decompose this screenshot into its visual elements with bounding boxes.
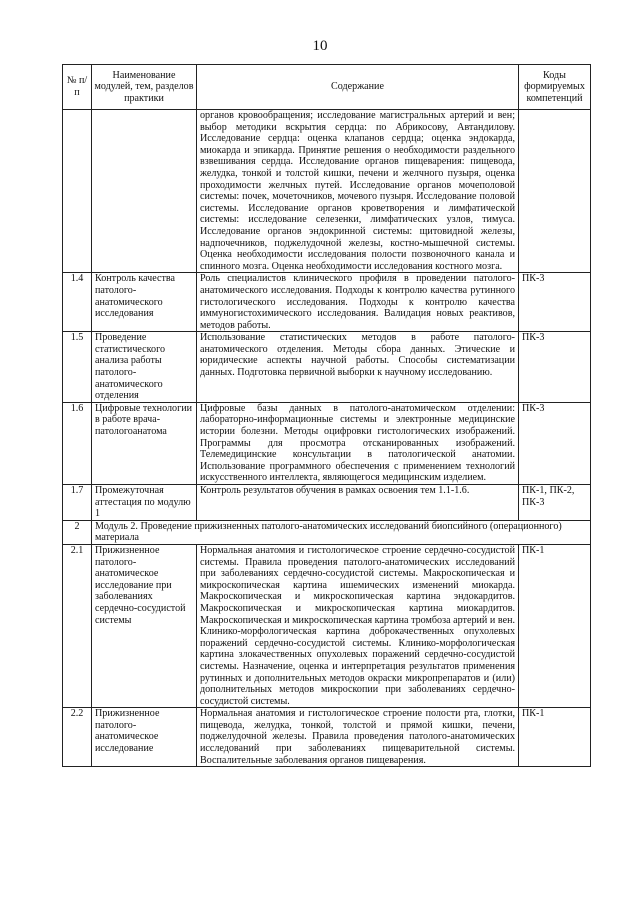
row-num: 1.6 [63, 402, 92, 484]
table-row [63, 544, 591, 707]
module-header-row [63, 520, 591, 544]
header-codes: Коды формируемых компетенций [519, 65, 591, 110]
row-codes: ПК-3 [519, 402, 591, 484]
row-codes: ПК-1 [519, 544, 591, 707]
page-number: 10 [312, 38, 328, 54]
table-row [63, 402, 591, 484]
header-name: Наименование модулей, тем, разделов практики [92, 65, 197, 110]
row-num [63, 110, 92, 273]
table-row [63, 332, 591, 403]
row-name: Контроль качества патолого-анатомического исследования [92, 273, 197, 332]
row-name [92, 110, 197, 273]
row-name: Проведение статистического анализа работы патолого-анатомического отделения [92, 332, 197, 403]
row-content: Контроль результатов обучения в рамках освоения тем 1.1-1.6. [197, 485, 519, 521]
module-num: 2 [63, 520, 92, 544]
row-codes: ПК-1 [519, 708, 591, 767]
row-name: Прижизненное патолого-анатомическое исследование при заболеваниях сердечно-сосудистой системы [92, 544, 197, 707]
row-num: 1.7 [63, 485, 92, 521]
table-header-row [63, 65, 591, 110]
row-num: 2.1 [63, 544, 92, 707]
row-num: 2.2 [63, 708, 92, 767]
row-content: органов кровообращения; исследование магистральных артерий и вен; выбор методики вскрытия сердца: по Абрикосову, Автандилову. Исследование сердца: оценка клапанов сердца; оценка эндокарда, миокарда и эпикарда. Принятие решения о необходимости раздельного взвешивания сердца. Исследование органов пищеварения: пищевода, желудка, тонкой и толстой кишки, печени и желчного пузыря, оценка проходимости желчных путей. Исследование органов мочеполовой системы: почек, мочеточников, мочевого пузыря. Исследование половой системы. Исследование органов кроветворения и лимфатической системы: исследование селезенки, лимфатических узлов, тимуса. Исследование органов эндокринной системы: щитовидной железы, надпочечников, поджелудочной железы, костно-мышечной системы. Оценка необходимости исследования полости позвоночного канала и спинного мозга. Оценка необходимости исследования костного мозга. [197, 110, 519, 273]
row-content: Использование статистических методов в работе патолого-анатомического отделения. Методы сбора данных. Этические и юридические аспекты научной работы. Способы систематизации данных. Подготовка первичной выборки к научному исследованию. [197, 332, 519, 403]
row-content: Нормальная анатомия и гистологическое строение сердечно-сосудистой системы. Правила проведения патолого-анатомических исследований при заболеваниях сердечно-сосудистой системы. Макроскопическая и микроскопическая картина ишемических изменений миокарда. Макроскопическая и микроскопическая картина эндокардитов. Макроскопическая и микроскопическая картина миокардитов. Макроскопическая и микроскопическая картина тромбоза артерий и вен. Клинико-морфологическая картина доброкачественных опухолевых поражений сердечно-сосудистой системы. Клинико-морфологическая картина злокачественных опухолевых поражений сердечно-сосудистой системы. Назначение, оценка и интерпретация результатов применения рутинных и дополнительных методов окраски микропрепаратов и (или) дополнительных методов микроскопии при заболеваниях сердечно-сосудистой системы. [197, 544, 519, 707]
row-name: Цифровые технологии в работе врача-патологоанатома [92, 402, 197, 484]
row-content: Роль специалистов клинического профиля в проведении патолого-анатомического исследования. Подходы к контролю качества рутинного гистологического исследования. Подходы к контролю качества иммуногистохимического исследования. Валидация новых реактивов, методов работы. [197, 273, 519, 332]
row-codes: ПК-3 [519, 332, 591, 403]
row-content: Нормальная анатомия и гистологическое строение полости рта, глотки, пищевода, желудка, тонкой, толстой и прямой кишки, печени, поджелудочной железы. Правила проведения патолого-анатомических исследований при заболеваниях пищеварительной системы. Воспалительные заболевания органов пищеварения. [197, 708, 519, 767]
row-content: Цифровые базы данных в патолого-анатомическом отделении: лабораторно-информационные системы и электронные медицинские истории болезни. Методы оцифровки гистологических изображений. Программы для просмотра отсканированных изображений. Телемедицинские консультации в патологической анатомии. Использование программного обеспечения с применением технологий искусственного интеллекта, являющегося медицинским изделием. [197, 402, 519, 484]
module-title: Модуль 2. Проведение прижизненных патолого-анатомических исследований биопсийного (операционного) материала [92, 520, 591, 544]
table-row [63, 273, 591, 332]
row-codes [519, 110, 591, 273]
row-codes: ПК-1, ПК-2, ПК-3 [519, 485, 591, 521]
table-row [63, 110, 591, 273]
row-name: Прижизненное патолого-анатомическое исследование [92, 708, 197, 767]
row-num: 1.4 [63, 273, 92, 332]
row-name: Промежуточная аттестация по модулю 1 [92, 485, 197, 521]
header-num: № п/п [63, 65, 92, 110]
row-num: 1.5 [63, 332, 92, 403]
curriculum-table [62, 64, 591, 767]
row-codes: ПК-3 [519, 273, 591, 332]
table-row [63, 485, 591, 521]
table-row [63, 708, 591, 767]
header-content: Содержание [197, 65, 519, 110]
